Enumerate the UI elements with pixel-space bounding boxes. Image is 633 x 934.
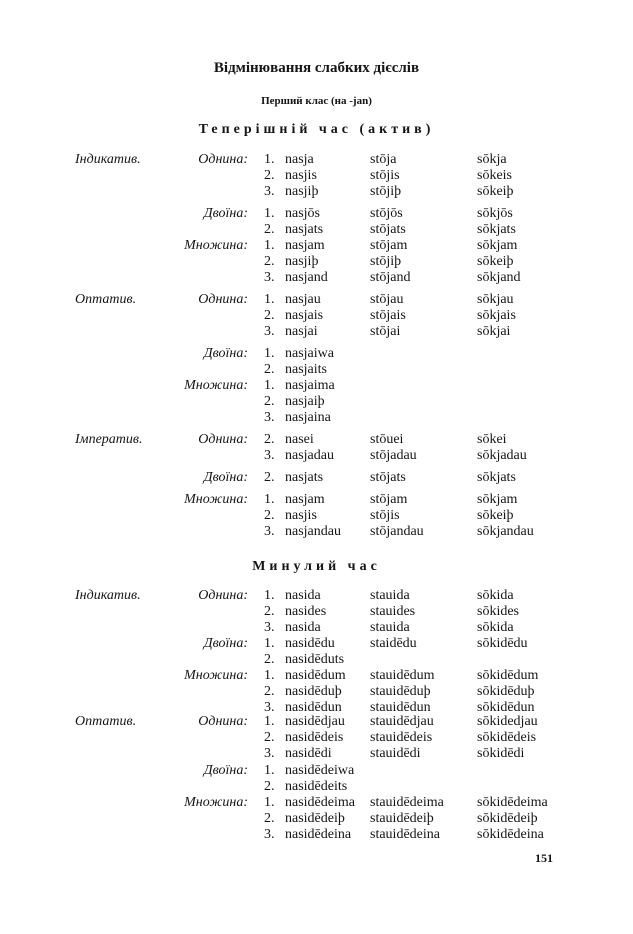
form-nasjan: nasidēduts xyxy=(285,652,345,667)
form-sokjan: sōkjats xyxy=(477,470,516,485)
person-index: 3. xyxy=(264,620,275,635)
person-index: 2. xyxy=(264,362,275,377)
table-row xyxy=(0,168,633,184)
person-index: 1. xyxy=(264,636,275,651)
table-row xyxy=(0,668,633,684)
form-nasjan: nasjam xyxy=(285,238,325,253)
form-sokjan: sōkeiþ xyxy=(477,508,514,523)
form-stojan: stauidēdeima xyxy=(370,795,444,810)
form-nasjan: nasjis xyxy=(285,168,317,183)
number-label: Однина: xyxy=(198,292,248,307)
table-row xyxy=(0,746,633,762)
number-label: Множина: xyxy=(184,378,248,393)
form-stojan: stauidēdeis xyxy=(370,730,433,745)
person-index: 1. xyxy=(264,668,275,683)
person-index: 1. xyxy=(264,492,275,507)
form-sokjan: sōkidēdeis xyxy=(477,730,537,745)
table-row xyxy=(0,779,633,795)
person-index: 2. xyxy=(264,308,275,323)
number-label: Однина: xyxy=(198,152,248,167)
number-label: Множина: xyxy=(184,492,248,507)
person-index: 2. xyxy=(264,254,275,269)
person-index: 1. xyxy=(264,292,275,307)
form-nasjan: nasidēdeima xyxy=(285,795,355,810)
number-label: Множина: xyxy=(184,238,248,253)
form-nasjan: nasjiþ xyxy=(285,254,319,269)
person-index: 1. xyxy=(264,346,275,361)
person-index: 3. xyxy=(264,270,275,285)
person-index: 2. xyxy=(264,394,275,409)
table-row xyxy=(0,378,633,394)
table-row xyxy=(0,308,633,324)
person-index: 2. xyxy=(264,779,275,794)
table-row xyxy=(0,184,633,200)
form-sokjan: sōkjais xyxy=(477,308,516,323)
form-sokjan: sōkidēdum xyxy=(477,668,539,683)
form-stojan: stōjats xyxy=(370,470,406,485)
form-sokjan: sōkjai xyxy=(477,324,511,339)
table-row xyxy=(0,346,633,362)
table-row xyxy=(0,324,633,340)
person-index: 2. xyxy=(264,222,275,237)
form-stojan: stōjadau xyxy=(370,448,417,463)
table-row xyxy=(0,652,633,668)
person-index: 2. xyxy=(264,432,275,447)
form-stojan: stōjis xyxy=(370,508,400,523)
form-sokjan: sōkidēdeiþ xyxy=(477,811,538,826)
form-sokjan: sōkjōs xyxy=(477,206,513,221)
form-stojan: stōjandau xyxy=(370,524,424,539)
form-nasjan: nasjand xyxy=(285,270,328,285)
form-sokjan: sōkidēdeima xyxy=(477,795,548,810)
number-label: Двоїна: xyxy=(203,470,248,485)
form-nasjan: nasjaiþ xyxy=(285,394,325,409)
form-sokjan: sōkidēdu xyxy=(477,636,528,651)
table-row xyxy=(0,222,633,238)
mood-label: Імператив. xyxy=(75,432,143,447)
table-row xyxy=(0,270,633,286)
number-label: Двоїна: xyxy=(203,763,248,778)
mood-label: Оптатив. xyxy=(75,292,137,307)
form-nasjan: nasjats xyxy=(285,470,324,485)
person-index: 3. xyxy=(264,410,275,425)
table-row xyxy=(0,410,633,426)
number-label: Однина: xyxy=(198,588,248,603)
form-nasjan: nasjaina xyxy=(285,410,331,425)
form-nasjan: nasidēdeiþ xyxy=(285,811,345,826)
form-nasjan: nasida xyxy=(285,588,321,603)
form-nasjan: nasidēduþ xyxy=(285,684,342,699)
table-row xyxy=(0,636,633,652)
table-row xyxy=(0,620,633,636)
form-stojan: stauidēdi xyxy=(370,746,421,761)
form-sokjan: sōkeiþ xyxy=(477,254,514,269)
form-sokjan: sōkja xyxy=(477,152,507,167)
table-row xyxy=(0,432,633,448)
person-index: 1. xyxy=(264,152,275,167)
form-nasjan: nasjiþ xyxy=(285,184,319,199)
mood-label: Індикатив. xyxy=(75,588,141,603)
form-sokjan: sōkjau xyxy=(477,292,514,307)
table-row xyxy=(0,292,633,308)
section-heading-past: Минулий час xyxy=(252,559,381,574)
form-sokjan: sōkjam xyxy=(477,492,518,507)
form-sokjan: sōkida xyxy=(477,588,514,603)
table-row xyxy=(0,448,633,464)
form-nasjan: nasidēdum xyxy=(285,668,346,683)
number-label: Однина: xyxy=(198,714,248,729)
form-stojan: stōjai xyxy=(370,324,401,339)
table-row xyxy=(0,362,633,378)
form-nasjan: nasjandau xyxy=(285,524,341,539)
person-index: 1. xyxy=(264,588,275,603)
form-stojan: stōuei xyxy=(370,432,404,447)
person-index: 3. xyxy=(264,700,275,715)
person-index: 1. xyxy=(264,206,275,221)
form-nasjan: nasides xyxy=(285,604,327,619)
table-row xyxy=(0,811,633,827)
person-index: 1. xyxy=(264,714,275,729)
table-row xyxy=(0,206,633,222)
form-stojan: stauidēduþ xyxy=(370,684,431,699)
form-sokjan: sōkjand xyxy=(477,270,521,285)
form-nasjan: nasjaima xyxy=(285,378,335,393)
mood-label: Індикатив. xyxy=(75,152,141,167)
form-nasjan: nasidēdi xyxy=(285,746,332,761)
form-nasjan: nasjaits xyxy=(285,362,327,377)
person-index: 2. xyxy=(264,652,275,667)
form-nasjan: nasja xyxy=(285,152,314,167)
number-label: Двоїна: xyxy=(203,636,248,651)
table-row xyxy=(0,508,633,524)
form-nasjan: nasjōs xyxy=(285,206,320,221)
person-index: 1. xyxy=(264,238,275,253)
table-row xyxy=(0,763,633,779)
form-stojan: stōjiþ xyxy=(370,254,402,269)
form-stojan: stōja xyxy=(370,152,397,167)
person-index: 2. xyxy=(264,730,275,745)
table-row xyxy=(0,492,633,508)
mood-label: Оптатив. xyxy=(75,714,137,729)
form-stojan: stauidēdjau xyxy=(370,714,434,729)
form-stojan: stōjais xyxy=(370,308,406,323)
form-stojan: stauida xyxy=(370,588,410,603)
number-label: Множина: xyxy=(184,668,248,683)
person-index: 2. xyxy=(264,811,275,826)
table-row xyxy=(0,827,633,843)
form-nasjan: nasida xyxy=(285,620,321,635)
form-nasjan: nasjadau xyxy=(285,448,334,463)
form-sokjan: sōkidēdeina xyxy=(477,827,544,842)
form-stojan: stōjau xyxy=(370,292,404,307)
person-index: 2. xyxy=(264,470,275,485)
form-stojan: stauidēdeiþ xyxy=(370,811,434,826)
table-row xyxy=(0,238,633,254)
table-row xyxy=(0,714,633,730)
number-label: Двоїна: xyxy=(203,206,248,221)
table-row xyxy=(0,684,633,700)
form-nasjan: nasidēdeits xyxy=(285,779,348,794)
form-sokjan: sōkjadau xyxy=(477,448,527,463)
person-index: 3. xyxy=(264,827,275,842)
form-stojan: stauides xyxy=(370,604,416,619)
form-nasjan: nasjau xyxy=(285,292,321,307)
form-sokjan: sōkidedjau xyxy=(477,714,538,729)
person-index: 3. xyxy=(264,746,275,761)
form-sokjan: sōkidēduþ xyxy=(477,684,535,699)
table-row xyxy=(0,524,633,540)
person-index: 1. xyxy=(264,795,275,810)
table-row xyxy=(0,152,633,168)
person-index: 2. xyxy=(264,604,275,619)
form-stojan: stauidēdum xyxy=(370,668,435,683)
person-index: 1. xyxy=(264,378,275,393)
form-nasjan: nasidēdu xyxy=(285,636,335,651)
person-index: 3. xyxy=(264,324,275,339)
page-number: 151 xyxy=(535,851,553,865)
form-sokjan: sōkjam xyxy=(477,238,518,253)
form-stojan: stōjis xyxy=(370,168,400,183)
person-index: 1. xyxy=(264,763,275,778)
form-sokjan: sōkjats xyxy=(477,222,516,237)
form-stojan: stōjam xyxy=(370,238,408,253)
form-stojan: stōjam xyxy=(370,492,408,507)
table-row xyxy=(0,394,633,410)
form-sokjan: sōkidēdi xyxy=(477,746,525,761)
form-sokjan: sōkeiþ xyxy=(477,184,514,199)
number-label: Однина: xyxy=(198,432,248,447)
page-title: Відмінювання слабких дієслів xyxy=(213,60,420,76)
form-sokjan: sōkidēdun xyxy=(477,700,535,715)
form-stojan: stōjats xyxy=(370,222,406,237)
table-row xyxy=(0,604,633,620)
table-row xyxy=(0,254,633,270)
table-row xyxy=(0,588,633,604)
form-sokjan: sōkeis xyxy=(477,168,512,183)
form-stojan: stauidēdeina xyxy=(370,827,440,842)
form-sokjan: sōkida xyxy=(477,620,514,635)
form-sokjan: sōkides xyxy=(477,604,519,619)
section-heading-present: Теперішній час (актив) xyxy=(198,122,435,137)
number-label: Двоїна: xyxy=(203,346,248,361)
form-stojan: stōjand xyxy=(370,270,411,285)
page-subtitle: Перший клас (на -jan) xyxy=(261,95,372,107)
form-nasjan: nasjaiwa xyxy=(285,346,334,361)
form-nasjan: nasjats xyxy=(285,222,324,237)
table-row xyxy=(0,730,633,746)
form-nasjan: nasjais xyxy=(285,308,324,323)
person-index: 2. xyxy=(264,684,275,699)
person-index: 2. xyxy=(264,168,275,183)
person-index: 2. xyxy=(264,508,275,523)
person-index: 3. xyxy=(264,184,275,199)
form-stojan: stauida xyxy=(370,620,410,635)
form-stojan: stauidēdun xyxy=(370,700,431,715)
form-sokjan: sōkjandau xyxy=(477,524,534,539)
person-index: 3. xyxy=(264,448,275,463)
person-index: 3. xyxy=(264,524,275,539)
form-stojan: stōjiþ xyxy=(370,184,402,199)
table-row xyxy=(0,795,633,811)
form-nasjan: nasidēdeis xyxy=(285,730,344,745)
form-nasjan: nasjam xyxy=(285,492,325,507)
form-stojan: stōjōs xyxy=(370,206,403,221)
form-stojan: staidēdu xyxy=(370,636,417,651)
form-sokjan: sōkei xyxy=(477,432,507,447)
number-label: Множина: xyxy=(184,795,248,810)
form-nasjan: nasidēdun xyxy=(285,700,342,715)
form-nasjan: nasidēdeina xyxy=(285,827,352,842)
form-nasjan: nasjis xyxy=(285,508,317,523)
form-nasjan: nasei xyxy=(285,432,314,447)
form-nasjan: nasidēdjau xyxy=(285,714,345,729)
form-nasjan: nasidēdeiwa xyxy=(285,763,355,778)
table-row xyxy=(0,470,633,486)
form-nasjan: nasjai xyxy=(285,324,318,339)
